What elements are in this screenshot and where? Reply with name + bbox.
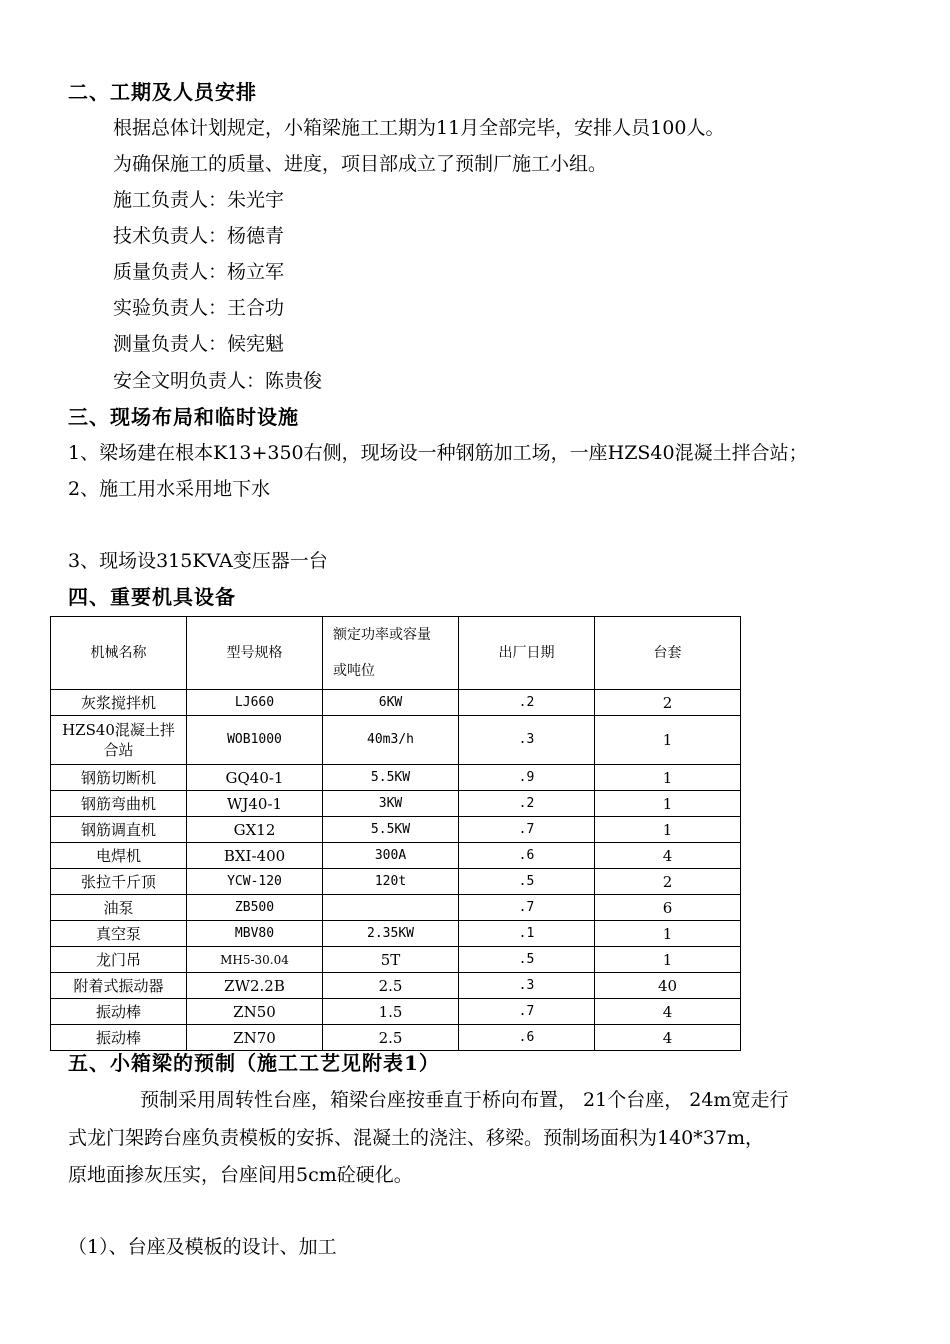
paragraph: 式龙门架跨台座负责模板的安拆、混凝土的浇注、移梁。预制场面积为140*37m， [68, 1127, 764, 1149]
table-cell: 1 [595, 791, 741, 817]
table-cell: 钢筋弯曲机 [51, 791, 187, 817]
table-cell: ZN50 [187, 999, 323, 1025]
table-row [51, 921, 741, 947]
table-cell: 电焊机 [51, 843, 187, 869]
table-cell: GX12 [187, 817, 323, 843]
table-cell: .7 [459, 817, 595, 843]
paragraph: 安全文明负责人：陈贵俊 [113, 370, 323, 392]
table-row [51, 999, 741, 1025]
table-cell: 龙门吊 [51, 947, 187, 973]
table-cell: 4 [595, 999, 741, 1025]
table-header-row [51, 617, 741, 690]
table-cell: 5.5KW [323, 765, 459, 791]
table-cell: 振动棒 [51, 1025, 187, 1051]
table-cell: WJ40-1 [187, 791, 323, 817]
table-cell: 灰浆搅拌机 [51, 690, 187, 716]
table-cell [323, 895, 459, 921]
table-cell: .2 [459, 791, 595, 817]
header-cell-line: 额定功率或容量 [333, 627, 431, 643]
section-5-title: 五、小箱梁的预制（施工工艺见附表1） [68, 1051, 440, 1075]
table-cell: 1 [595, 765, 741, 791]
table-cell: 300A [323, 843, 459, 869]
paragraph: 为确保施工的质量、进度，项目部成立了预制厂施工小组。 [113, 153, 608, 175]
equipment-table [50, 616, 741, 1051]
section-2-title: 二、工期及人员安排 [68, 80, 257, 104]
table-cell: LJ660 [187, 690, 323, 716]
header-cell: 出厂日期 [459, 617, 595, 690]
header-cell-line: 或吨位 [333, 663, 375, 679]
section-3-title: 三、现场布局和临时设施 [68, 405, 299, 429]
header-cell: 型号规格 [187, 617, 323, 690]
table-cell: .3 [459, 973, 595, 999]
paragraph: 原地面掺灰压实，台座间用5cm砼硬化。 [68, 1164, 413, 1186]
paragraph: 3、现场设315KVA变压器一台 [68, 550, 328, 572]
table-cell: 1 [595, 716, 741, 765]
table-cell: 张拉千斤顶 [51, 869, 187, 895]
table-cell: MH5-30.04 [187, 947, 323, 973]
table-cell: .7 [459, 999, 595, 1025]
table-cell: 2.5 [323, 973, 459, 999]
header-cell: 台套 [595, 617, 741, 690]
table-cell: ZB500 [187, 895, 323, 921]
table-row [51, 869, 741, 895]
table-cell: .1 [459, 921, 595, 947]
table-cell: 1 [595, 817, 741, 843]
table-cell: 3KW [323, 791, 459, 817]
paragraph: 1、梁场建在根本K13+350右侧，现场设一种钢筋加工场，一座HZS40混凝土拌合站； [68, 442, 808, 464]
table-row [51, 690, 741, 716]
table-cell: .9 [459, 765, 595, 791]
table-cell: 1.5 [323, 999, 459, 1025]
paragraph: 施工负责人：朱光宇 [113, 189, 285, 211]
table-row [51, 895, 741, 921]
paragraph: 实验负责人：王合功 [113, 297, 285, 319]
table-cell: .6 [459, 1025, 595, 1051]
table-cell: 1 [595, 947, 741, 973]
table-cell: .5 [459, 947, 595, 973]
table-row [51, 817, 741, 843]
table-cell: 附着式振动器 [51, 973, 187, 999]
paragraph: 根据总体计划规定，小箱梁施工工期为11月全部完毕，安排人员100人。 [113, 117, 725, 139]
table-cell: 6KW [323, 690, 459, 716]
paragraph: 测量负责人：候宪魁 [113, 333, 285, 355]
section-4-title: 四、重要机具设备 [68, 585, 236, 609]
table-cell: 2 [595, 869, 741, 895]
table-cell: ZN70 [187, 1025, 323, 1051]
table-cell: 40 [595, 973, 741, 999]
table-cell: .6 [459, 843, 595, 869]
table-row [51, 791, 741, 817]
paragraph: （1）、台座及模板的设计、加工 [68, 1236, 337, 1258]
table-cell: 油泵 [51, 895, 187, 921]
table-cell: 真空泵 [51, 921, 187, 947]
table-cell: 120t [323, 869, 459, 895]
table-cell: YCW-120 [187, 869, 323, 895]
table-cell: ZW2.2B [187, 973, 323, 999]
table-cell: .5 [459, 869, 595, 895]
table-cell: 40m3/h [323, 716, 459, 765]
table-row [51, 973, 741, 999]
table-cell: WOB1000 [187, 716, 323, 765]
paragraph: 预制采用周转性台座，箱梁台座按垂直于桥向布置， 21个台座， 24m宽走行 [140, 1089, 789, 1111]
table-row [51, 843, 741, 869]
table-cell: .3 [459, 716, 595, 765]
table-cell: 6 [595, 895, 741, 921]
paragraph: 技术负责人：杨德青 [113, 225, 285, 247]
table-row [51, 716, 741, 765]
table-cell: 4 [595, 1025, 741, 1051]
table-cell: 5T [323, 947, 459, 973]
header-cell [323, 617, 459, 690]
table-cell: 1 [595, 921, 741, 947]
table-cell: HZS40混凝土拌合站 [51, 716, 187, 765]
table-cell: 钢筋切断机 [51, 765, 187, 791]
table-cell: 钢筋调直机 [51, 817, 187, 843]
table-cell: 2.5 [323, 1025, 459, 1051]
table-cell: 5.5KW [323, 817, 459, 843]
table-cell: BXI-400 [187, 843, 323, 869]
table-row [51, 765, 741, 791]
table-cell: GQ40-1 [187, 765, 323, 791]
table-cell: .2 [459, 690, 595, 716]
paragraph: 2、施工用水采用地下水 [68, 478, 271, 500]
table-row [51, 947, 741, 973]
table-cell: 2 [595, 690, 741, 716]
paragraph: 质量负责人：杨立军 [113, 261, 285, 283]
header-cell: 机械名称 [51, 617, 187, 690]
table-cell: 振动棒 [51, 999, 187, 1025]
table-cell: 2.35KW [323, 921, 459, 947]
table-cell: .7 [459, 895, 595, 921]
table-cell: 4 [595, 843, 741, 869]
table-cell: MBV80 [187, 921, 323, 947]
